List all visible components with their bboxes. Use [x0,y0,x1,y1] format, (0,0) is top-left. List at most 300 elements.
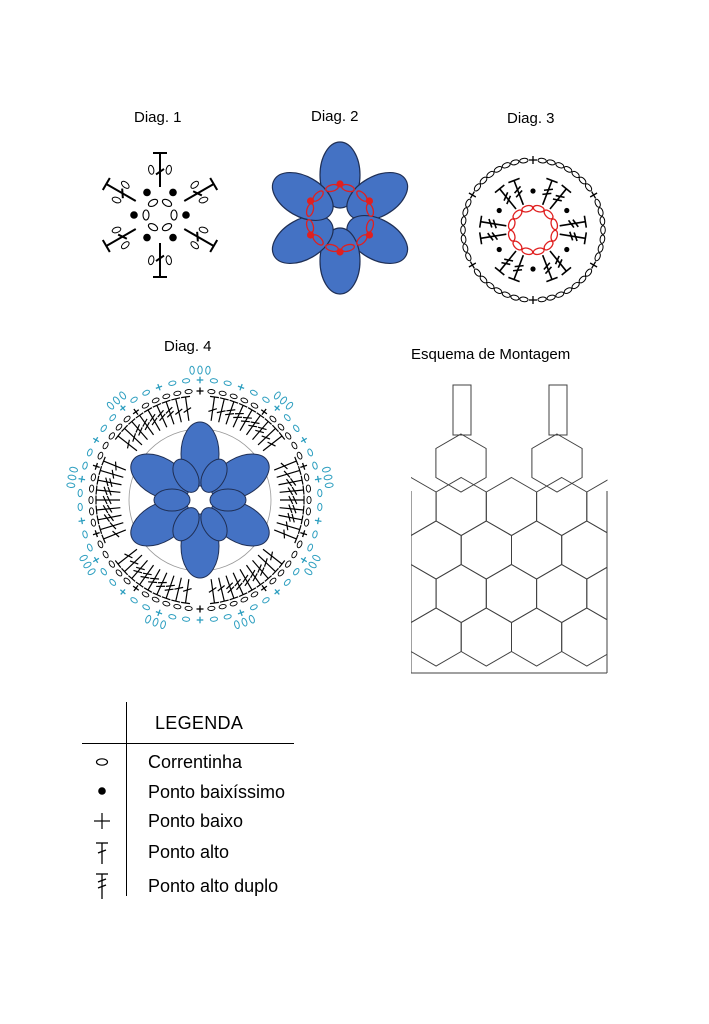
chain-stitch [89,496,93,503]
single-crochet [529,156,537,164]
chain-stitch [307,496,311,503]
chain-stitch [594,252,601,262]
chain-stitch [230,601,238,607]
single-crochet [118,403,127,412]
chain-stitch [89,508,94,516]
chain-stitch [161,198,173,208]
legend-horizontal-divider [82,743,294,744]
single-crochet [155,609,163,617]
hexagon [562,608,612,666]
chain-stitch [317,489,322,496]
chain-stitch [501,162,511,169]
tall-stitch [115,549,137,567]
single-crochet [237,383,245,391]
tall-stitch [279,476,303,486]
slip-stitch [564,208,569,213]
tall-stitch [233,403,247,427]
chain-stitch [142,604,150,611]
hexagon [436,565,486,623]
tall-stitch [171,398,182,422]
single-crochet [299,462,308,471]
hexagon [411,608,461,666]
chain-stitch [82,530,88,538]
chain-stitch [130,597,138,604]
single-crochet [314,517,322,525]
single-crochet [272,587,281,596]
chain-stitch [162,393,170,399]
chain-stitch [507,218,516,230]
slip-stitch [530,266,535,271]
chain-stitch [519,297,528,303]
tall-stitch [102,457,126,471]
chain-stitch [210,378,218,383]
chain-stitch [234,620,240,629]
chain-stitch [82,462,88,470]
chain-stitch [78,503,83,510]
chain-stitch [322,467,331,473]
legend-label-chain: Correntinha [148,752,243,772]
chain-stitch [462,207,469,216]
chain-stitch [279,396,288,405]
chain-stitch [538,297,547,303]
chain-stitch [594,198,601,208]
chain-stitch [465,252,472,262]
tall-stitch [550,251,571,275]
chain-stitch [210,617,218,622]
chain-stitch [112,396,121,405]
chain-stitch [510,159,519,166]
chain-stitch [147,198,159,208]
chain-stitch [120,240,130,250]
chain-stitch [292,568,300,576]
chain-stitch [208,389,216,394]
hexagon [436,434,486,492]
chain-stitch [546,159,555,166]
diag2-chart [265,140,415,295]
tall-stitch [280,505,304,515]
chain-stitch [120,180,130,190]
chain-stitch [240,397,248,404]
chain-stitch [141,402,149,409]
slip-stitch [143,234,151,242]
chain-stitch [208,606,216,611]
single-crochet [92,555,101,564]
chain-stitch [269,577,277,585]
legend-heading: LEGENDA [155,713,244,733]
chain-stitch [285,401,294,410]
tall-stitch [279,513,303,524]
chain-stitch [555,291,565,298]
chain-stitch [571,281,580,290]
inner-petal [210,489,246,511]
tall-stitch [153,243,167,277]
legend-label-treble: Ponto alto duplo [148,876,279,896]
chain-stitch [141,591,149,598]
chain-stitch [250,604,258,611]
tall-stitch [181,396,191,420]
chain-stitch [205,366,210,374]
chain-stitch [538,158,547,164]
chain-stitch [262,597,270,604]
chain-stitch [292,424,300,432]
chain-stitch [510,294,519,301]
inner-petal [154,489,190,511]
tall-stitch [115,432,137,450]
slip-stitch [130,211,138,219]
slip-stitch [366,231,373,238]
chain-stitch [148,165,155,175]
chain-stitch [224,380,232,386]
chain-stitch [86,448,93,456]
slip-stitch [182,211,190,219]
tall-stitch [218,578,229,602]
chain-stitch [486,170,495,179]
slip-stitch [336,180,343,187]
chain-stitch [308,561,317,569]
chain-stitch [307,543,314,551]
chain-stitch [145,615,152,624]
left-handle [453,385,471,435]
chain-stitch [306,508,311,516]
slip-stitch [366,197,373,204]
chain-stitch [109,578,117,586]
tall-stitch [560,216,587,228]
chain-stitch [307,448,314,456]
slip-stitch [143,189,151,197]
tall-stitch [280,486,304,496]
chain-stitch [283,414,291,422]
chain-stitch [312,530,318,538]
single-crochet [299,555,308,564]
chain-stitch [555,162,565,169]
chain-stitch [190,240,200,250]
chain-stitch [68,475,77,481]
tall-stitch [96,496,120,505]
mask-bottom [369,674,649,694]
tall-stitch [508,255,523,281]
chain-stitch [119,391,127,400]
chain-stitch [100,568,108,576]
chain-stitch [67,483,75,488]
chain-stitch [162,601,170,607]
chain-stitch [550,218,559,230]
chain-stitch [241,618,248,627]
tall-stitch [240,408,256,431]
tall-stitch [144,569,160,592]
chain-stitch [248,615,255,624]
chain-stitch [161,222,173,232]
chain-stitch [148,255,155,265]
single-crochet [197,388,204,395]
slip-stitch-icon [87,784,117,803]
assembly-scheme [409,383,609,678]
chain-stitch [284,560,292,568]
chain-stitch [304,568,313,576]
chain-stitch [493,165,503,173]
hexagon [436,478,486,536]
chain-stitch [533,247,545,256]
chain-stitch [473,268,482,277]
chain-stitch [546,294,555,301]
tall-stitch [274,457,298,470]
chain-stitch [109,414,117,422]
legend-label-double: Ponto alto [148,842,230,862]
chain-stitch [111,196,121,204]
chain-stitch [147,222,159,232]
tall-stitch [480,232,507,244]
legend-label-slip: Ponto baixíssimo [148,782,286,802]
chain-stitch [597,207,604,216]
chain-stitch [325,483,333,488]
chain-stitch [250,591,258,598]
slip-stitch [169,189,177,197]
chain-stitch [230,393,238,399]
chain-stitch [111,226,121,234]
chain-stitch [115,569,123,577]
chain-stitch-icon [87,755,117,774]
chain-stitch [462,243,469,252]
chain-stitch [219,604,227,610]
chain-stitch [521,204,533,213]
single-crochet [272,403,281,412]
chain-stitch [91,473,97,481]
chain-stitch [563,165,573,173]
chain-stitch [106,401,115,410]
tall-stitch [209,579,219,603]
chain-stitch [168,614,176,620]
chain-stitch [108,432,116,440]
chain-stitch [97,540,104,548]
chain-stitch [171,210,177,220]
chain-stitch [324,475,333,481]
double-crochet-icon [87,840,117,871]
hexagon [537,478,587,536]
slip-stitch [497,208,502,213]
hexagon [486,565,536,623]
tall-stitch [495,185,516,209]
single-crochet [92,529,101,538]
tall-stitch [208,396,219,420]
chain-stitch [291,550,298,558]
chain-stitch [152,596,160,603]
chain-stitch [550,230,559,242]
chain-stitch [465,198,472,208]
chain-stitch [182,617,190,622]
tall-stitch [550,185,571,209]
single-crochet [237,609,245,617]
chain-stitch [173,604,181,610]
diag2-title: Diag. 2 [311,108,359,125]
tall-stitch [103,229,136,252]
slip-stitch [336,248,343,255]
chain-stitch [269,415,277,423]
chain-stitch [493,287,503,295]
tall-stitch [153,153,167,187]
chain-stitch [185,389,193,394]
diag3-chart [448,148,618,318]
chain-stitch [190,366,195,374]
chain-stitch [100,424,108,432]
diag1-chart [90,145,230,285]
tall-stitch [97,514,121,524]
chain-stitch [108,560,116,568]
assembly-title: Esquema de Montagem [411,346,571,363]
single-crochet [78,517,86,525]
chain-stitch [262,396,270,403]
tall-stitch [96,486,120,496]
hexagon [562,521,612,579]
chain-stitch [312,554,321,562]
tall-stitch [97,476,121,487]
chain-stitch [306,485,311,493]
tall-stitch [543,255,558,281]
chain-stitch [277,569,285,577]
tall-stitch [263,432,285,450]
single-crochet [155,383,163,391]
diag4-title: Diag. 4 [164,338,212,355]
tall-stitch [102,530,126,543]
chain-stitch [304,519,310,527]
chain-stitch [115,423,123,431]
chain-stitch [519,158,528,164]
right-handle [549,385,567,435]
chain-stitch [600,235,606,244]
tall-stitch [480,216,507,228]
chain-stitch [87,568,96,576]
chain-stitch [291,441,298,449]
slip-stitch [530,188,535,193]
chain-stitch [250,389,258,396]
tall-stitch [103,178,136,201]
chain-stitch [521,247,533,256]
chain-stitch [296,540,303,548]
chain-stitch [601,226,606,234]
chain-stitch [190,180,200,190]
chain-stitch [143,210,149,220]
chain-stitch [250,402,258,409]
hexagon [461,521,511,579]
tall-stitch [181,579,192,603]
chain-stitch [102,441,109,449]
hexagon [532,434,582,492]
treble-crochet-icon [87,871,117,906]
chain-stitch [224,614,232,620]
chain-stitch [240,596,248,603]
single-crochet [92,462,101,471]
chain-stitch [284,432,292,440]
tall-stitch [508,178,523,204]
single-crochet [197,377,204,384]
chain-stitch [501,291,511,298]
chain-stitch [160,620,166,629]
chain-stitch [173,391,181,397]
single-crochet [92,435,101,444]
chain-stitch [78,489,83,496]
tall-stitch [495,251,516,275]
hexagon [512,608,562,666]
single-crochet [314,475,322,483]
tall-stitch [184,229,217,252]
slip-stitch [169,234,177,242]
single-crochet [529,296,537,304]
mask-right [608,473,650,693]
mask-left [369,473,411,693]
chain-stitch [304,473,310,481]
chain-stitch [600,216,606,225]
chain-stitch [123,577,131,585]
chain-stitch [563,287,573,295]
slip-stitch [307,197,314,204]
hexagon [512,521,562,579]
chain-stitch [584,183,593,192]
tall-stitch [96,505,120,515]
chain-stitch [130,396,138,403]
hexagon [461,608,511,666]
chain-stitch [185,606,193,611]
chain-stitch [89,485,94,493]
tall-stitch [153,573,167,597]
chain-stitch [83,561,92,569]
chain-stitch [102,550,109,558]
chain-stitch [152,618,159,627]
diag3-title: Diag. 3 [507,110,555,127]
single-crochet [78,475,86,483]
legend-vertical-divider [126,702,127,896]
chain-stitch [165,165,172,175]
tall-stitch [184,178,217,201]
chain-stitch [86,543,93,551]
single-crochet [118,587,127,596]
single-crochet [299,435,308,444]
tall-stitch [560,232,587,244]
chain-stitch [312,462,318,470]
tall-stitch [274,530,298,544]
single-crochet [197,617,204,624]
tall-stitch [280,496,304,505]
tall-stitch [263,549,285,567]
single-crochet [299,529,308,538]
hexagon [537,565,587,623]
chain-stitch [79,554,88,562]
chain-stitch [182,378,190,383]
single-crochet [197,606,204,613]
chain-stitch [168,380,176,386]
tall-stitch [217,398,229,422]
chain-stitch [273,391,281,400]
chain-stitch [198,226,208,234]
diag1-title: Diag. 1 [134,109,182,126]
chain-stitch [533,204,545,213]
chain-stitch [142,389,150,396]
chain-stitch [198,196,208,204]
chain-stitch [165,255,172,265]
chain-stitch [277,423,285,431]
chain-stitch [317,503,322,510]
chain-stitch [507,230,516,242]
slip-stitch [307,231,314,238]
tall-stitch [542,178,557,204]
legend-label-single: Ponto baixo [148,811,244,831]
single-crochet-icon [87,811,117,836]
chain-stitch [296,452,303,460]
chain-stitch [97,452,104,460]
chain-stitch [198,366,202,374]
chain-stitch [461,216,467,225]
hexagon [411,521,461,579]
chain-stitch [123,415,131,423]
hexagon [486,478,536,536]
chain-stitch [597,243,604,252]
